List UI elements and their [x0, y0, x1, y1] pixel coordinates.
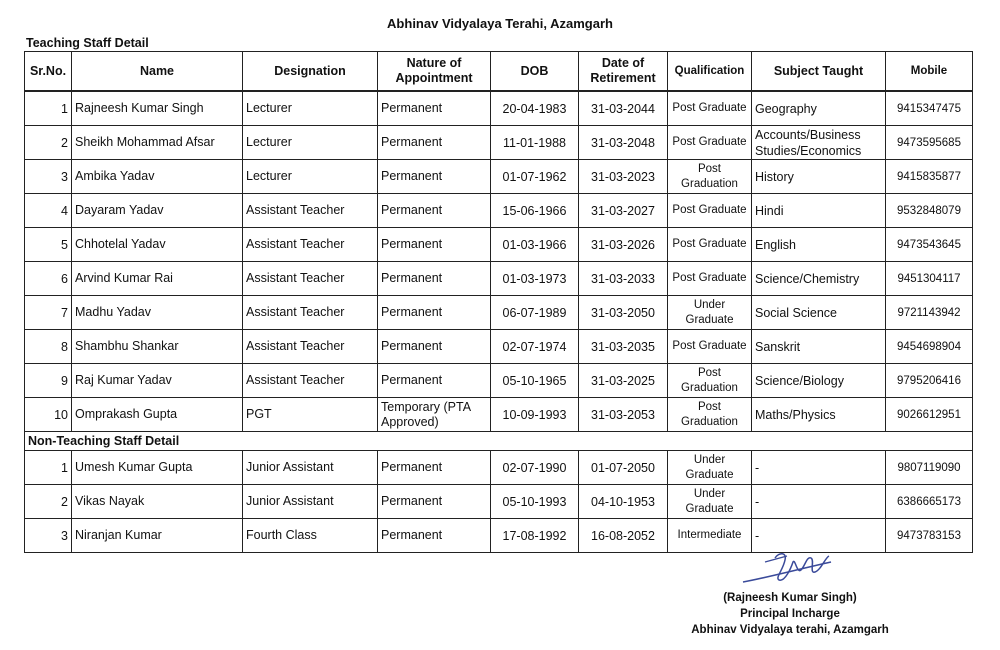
cell-qualification: Post Graduate [668, 228, 752, 262]
cell-name: Ambika Yadav [72, 160, 243, 194]
cell-srno: 9 [25, 364, 72, 398]
col-header-mobile: Mobile [886, 52, 973, 92]
teaching-staff-row [25, 398, 973, 432]
cell-name: Omprakash Gupta [72, 398, 243, 432]
col-header-nature: Nature of Appointment [378, 52, 491, 92]
cell-retirement: 31-03-2033 [579, 262, 668, 296]
cell-retirement: 31-03-2044 [579, 91, 668, 126]
cell-mobile: 9473783153 [886, 519, 973, 553]
cell-nature: Permanent [378, 364, 491, 398]
cell-designation: Assistant Teacher [243, 296, 378, 330]
cell-nature: Temporary (PTA Approved) [378, 398, 491, 432]
cell-srno: 5 [25, 228, 72, 262]
cell-name: Shambhu Shankar [72, 330, 243, 364]
cell-designation: Assistant Teacher [243, 262, 378, 296]
teaching-staff-row [25, 262, 973, 296]
cell-qualification: Post Graduate [668, 91, 752, 126]
cell-srno: 3 [25, 160, 72, 194]
cell-designation: Fourth Class [243, 519, 378, 553]
non-teaching-section-title: Non-Teaching Staff Detail [25, 432, 973, 451]
teaching-staff-row [25, 160, 973, 194]
signature-block [660, 548, 920, 638]
cell-qualification: Post Graduate [668, 194, 752, 228]
cell-srno: 2 [25, 126, 72, 160]
teaching-staff-row [25, 194, 973, 228]
cell-nature: Permanent [378, 126, 491, 160]
cell-qualification: Post Graduate [668, 330, 752, 364]
cell-subject: Science/Biology [752, 364, 886, 398]
cell-dob: 15-06-1966 [491, 194, 579, 228]
cell-mobile: 9454698904 [886, 330, 973, 364]
cell-dob: 01-07-1962 [491, 160, 579, 194]
cell-name: Chhotelal Yadav [72, 228, 243, 262]
cell-qualification: Post Graduation [668, 398, 752, 432]
cell-nature: Permanent [378, 485, 491, 519]
cell-dob: 02-07-1974 [491, 330, 579, 364]
cell-designation: PGT [243, 398, 378, 432]
cell-name: Niranjan Kumar [72, 519, 243, 553]
cell-designation: Assistant Teacher [243, 194, 378, 228]
cell-dob: 20-04-1983 [491, 91, 579, 126]
cell-nature: Permanent [378, 228, 491, 262]
cell-srno: 3 [25, 519, 72, 553]
cell-retirement: 31-03-2026 [579, 228, 668, 262]
cell-designation: Lecturer [243, 91, 378, 126]
cell-mobile: 9721143942 [886, 296, 973, 330]
staff-table [24, 51, 973, 553]
col-header-subject: Subject Taught [752, 52, 886, 92]
col-header-srno: Sr.No. [25, 52, 72, 92]
col-header-retirement: Date of Retirement [579, 52, 668, 92]
cell-srno: 2 [25, 485, 72, 519]
cell-name: Vikas Nayak [72, 485, 243, 519]
cell-nature: Permanent [378, 160, 491, 194]
cell-subject: Accounts/Business Studies/Economics [752, 126, 886, 160]
cell-dob: 17-08-1992 [491, 519, 579, 553]
cell-retirement: 01-07-2050 [579, 451, 668, 485]
cell-subject: History [752, 160, 886, 194]
cell-retirement: 31-03-2025 [579, 364, 668, 398]
cell-dob: 01-03-1966 [491, 228, 579, 262]
cell-retirement: 31-03-2023 [579, 160, 668, 194]
teaching-staff-row [25, 330, 973, 364]
non-teaching-section [25, 432, 973, 451]
cell-retirement: 04-10-1953 [579, 485, 668, 519]
cell-name: Madhu Yadav [72, 296, 243, 330]
cell-dob: 10-09-1993 [491, 398, 579, 432]
cell-mobile: 9473595685 [886, 126, 973, 160]
cell-dob: 06-07-1989 [491, 296, 579, 330]
cell-srno: 4 [25, 194, 72, 228]
cell-qualification: Under Graduate [668, 296, 752, 330]
signatory-role: Principal Incharge [740, 608, 840, 620]
col-header-name: Name [72, 52, 243, 92]
cell-srno: 10 [25, 398, 72, 432]
cell-mobile: 9473543645 [886, 228, 973, 262]
cell-subject: - [752, 485, 886, 519]
cell-srno: 1 [25, 91, 72, 126]
cell-srno: 7 [25, 296, 72, 330]
table-header-row [25, 52, 973, 92]
cell-name: Sheikh Mohammad Afsar [72, 126, 243, 160]
cell-srno: 8 [25, 330, 72, 364]
cell-name: Umesh Kumar Gupta [72, 451, 243, 485]
cell-srno: 6 [25, 262, 72, 296]
cell-name: Raj Kumar Yadav [72, 364, 243, 398]
cell-subject: Hindi [752, 194, 886, 228]
cell-name: Arvind Kumar Rai [72, 262, 243, 296]
cell-subject: Social Science [752, 296, 886, 330]
cell-mobile: 9532848079 [886, 194, 973, 228]
cell-mobile: 9451304117 [886, 262, 973, 296]
cell-subject: English [752, 228, 886, 262]
col-header-dob: DOB [491, 52, 579, 92]
cell-designation: Lecturer [243, 126, 378, 160]
cell-nature: Permanent [378, 194, 491, 228]
teaching-section-title: Teaching Staff Detail [26, 36, 149, 50]
teaching-staff-rows [25, 91, 973, 432]
cell-nature: Permanent [378, 451, 491, 485]
cell-subject: Geography [752, 91, 886, 126]
cell-qualification: Under Graduate [668, 451, 752, 485]
cell-qualification: Intermediate [668, 519, 752, 553]
cell-dob: 05-10-1965 [491, 364, 579, 398]
cell-designation: Assistant Teacher [243, 330, 378, 364]
teaching-staff-row [25, 126, 973, 160]
signatory-institution: Abhinav Vidyalaya terahi, Azamgarh [691, 624, 889, 636]
cell-subject: Maths/Physics [752, 398, 886, 432]
cell-subject: - [752, 519, 886, 553]
cell-mobile: 9807119090 [886, 451, 973, 485]
cell-name: Rajneesh Kumar Singh [72, 91, 243, 126]
cell-retirement: 31-03-2027 [579, 194, 668, 228]
cell-retirement: 31-03-2048 [579, 126, 668, 160]
col-header-qualification: Qualification [668, 52, 752, 92]
cell-subject: Science/Chemistry [752, 262, 886, 296]
cell-designation: Junior Assistant [243, 451, 378, 485]
signature-mark [735, 548, 845, 590]
cell-nature: Permanent [378, 330, 491, 364]
cell-nature: Permanent [378, 519, 491, 553]
cell-retirement: 31-03-2035 [579, 330, 668, 364]
cell-mobile: 6386665173 [886, 485, 973, 519]
cell-dob: 02-07-1990 [491, 451, 579, 485]
teaching-staff-row [25, 296, 973, 330]
cell-dob: 01-03-1973 [491, 262, 579, 296]
non-teaching-staff-row [25, 485, 973, 519]
col-header-designation: Designation [243, 52, 378, 92]
cell-mobile: 9795206416 [886, 364, 973, 398]
cell-mobile: 9415835877 [886, 160, 973, 194]
cell-nature: Permanent [378, 296, 491, 330]
cell-name: Dayaram Yadav [72, 194, 243, 228]
non-teaching-staff-rows [25, 451, 973, 553]
cell-nature: Permanent [378, 262, 491, 296]
cell-designation: Lecturer [243, 160, 378, 194]
cell-qualification: Post Graduate [668, 262, 752, 296]
teaching-staff-row [25, 228, 973, 262]
teaching-staff-row [25, 91, 973, 126]
non-teaching-staff-row [25, 451, 973, 485]
cell-subject: Sanskrit [752, 330, 886, 364]
cell-mobile: 9026612951 [886, 398, 973, 432]
cell-qualification: Under Graduate [668, 485, 752, 519]
signatory-name: (Rajneesh Kumar Singh) [723, 592, 857, 604]
non-teaching-section-row [25, 432, 973, 451]
cell-qualification: Post Graduate [668, 126, 752, 160]
cell-retirement: 16-08-2052 [579, 519, 668, 553]
teaching-staff-row [25, 364, 973, 398]
cell-subject: - [752, 451, 886, 485]
cell-qualification: Post Graduation [668, 364, 752, 398]
cell-nature: Permanent [378, 91, 491, 126]
cell-mobile: 9415347475 [886, 91, 973, 126]
cell-dob: 05-10-1993 [491, 485, 579, 519]
cell-designation: Junior Assistant [243, 485, 378, 519]
cell-retirement: 31-03-2053 [579, 398, 668, 432]
cell-srno: 1 [25, 451, 72, 485]
cell-dob: 11-01-1988 [491, 126, 579, 160]
cell-designation: Assistant Teacher [243, 364, 378, 398]
cell-retirement: 31-03-2050 [579, 296, 668, 330]
cell-qualification: Post Graduation [668, 160, 752, 194]
school-title: Abhinav Vidyalaya Terahi, Azamgarh [387, 16, 613, 31]
cell-designation: Assistant Teacher [243, 228, 378, 262]
